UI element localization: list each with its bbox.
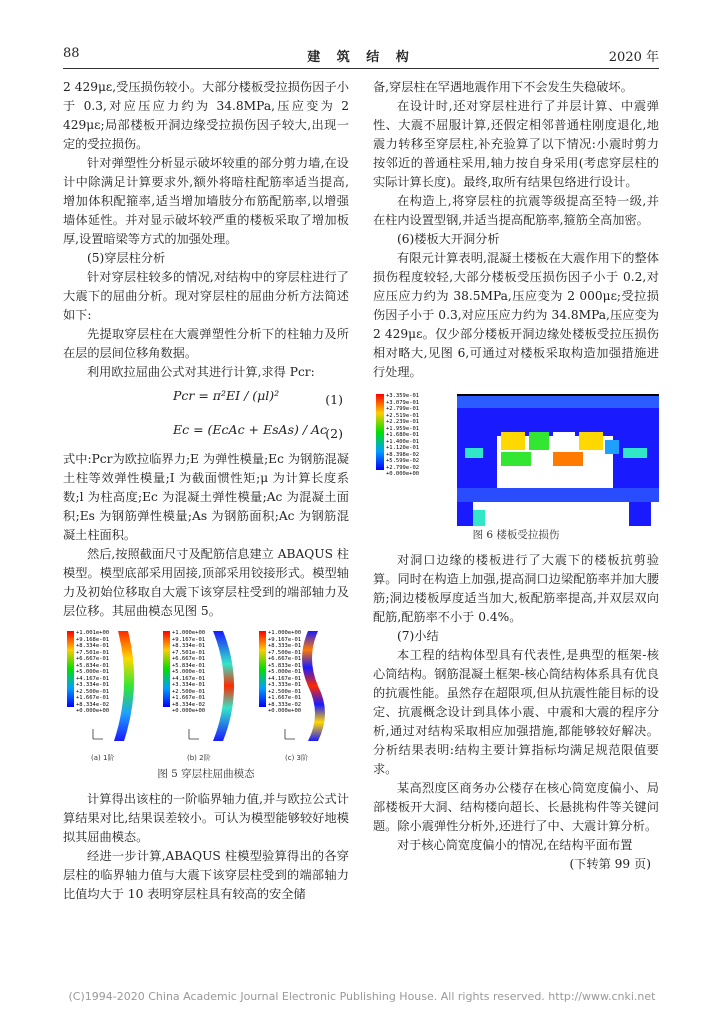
legend-value: +8.334e-02 <box>76 701 110 708</box>
legend-value: +3.334e-01 <box>76 682 110 688</box>
page-header <box>63 46 659 66</box>
legend-value: +1.120e-01 <box>386 445 420 451</box>
legend-value: +8.333e-02 <box>268 701 302 708</box>
right-column <box>373 78 659 874</box>
legend-value: +2.500e-01 <box>76 688 110 695</box>
legend-colorbar <box>259 631 266 707</box>
legend-value: +5.000e-01 <box>172 669 206 675</box>
paragraph: 有限元计算表明,混凝土楼板在大震作用下的整体损伤程度较轻,大部分楼板受压损伤因子小于 0.2,对应压应力约为 38.5MPa,压应变为 2 000με;受拉损伤因子小于 0.3,对应压应力约为 34.8MPa,压应变为 2 429με。仅少部分楼板开洞边缘处楼板受拉压损伤相对略大,见图 6,可通过对楼板采取构造加强措施进行处理。 <box>373 251 659 379</box>
copyright-footer: (C)1994-2020 China Academic Journal Electronic Publishing House. All rights reserved. http://www.cnki.net <box>68 990 656 1003</box>
legend-value: +1.000e+00 <box>172 630 206 636</box>
left-column <box>63 78 349 904</box>
continued-note: (下转第 99 页) <box>569 857 651 871</box>
paragraph: 在设计时,还对穿层柱进行了并层计算、中震弹性、大震不屈服计算,还假定相邻普通柱刚度退化,地震力转移至穿层柱,补充验算了以下情况:小震时剪力按邻近的普通柱采用,轴力按自身采用(考虑穿层柱的实际计算长度)。最终,取所有结果包络进行设计。 <box>373 99 659 189</box>
legend-value: +5.000e-01 <box>76 669 110 675</box>
paragraph: 然后,按照截面尺寸及配筋信息建立 ABAQUS 柱模型。模型底部采用固接,顶部采用铰接形式。模型轴力及初始位移取自大震下该穿层柱受到的端部轴力及层位移。其屈曲模态见图 5。 <box>63 547 349 618</box>
section-heading: (7)小结 <box>397 629 439 643</box>
paragraph: 某高烈度区商务办公楼存在核心筒宽度偏小、局部楼板开大洞、结构楼向超长、长悬挑构件等关键问题。除小震弹性分析外,还进行了中、大震计算分析。 <box>373 781 659 833</box>
paragraph: 对于核心筒宽度偏小的情况,在结构平面布置 <box>397 838 633 852</box>
column-mode-3 <box>302 631 325 741</box>
legend-colorbar <box>376 394 384 470</box>
legend-value: +1.959e-01 <box>386 425 420 432</box>
legend-value: +0.000e+00 <box>76 708 110 714</box>
legend-value: +6.667e-01 <box>268 656 302 662</box>
legend-value: +7.500e-01 <box>268 649 302 656</box>
legend-values-a <box>76 630 109 715</box>
legend-values-fig6 <box>386 393 419 478</box>
legend-value: +0.000e+00 <box>386 471 420 477</box>
legend-value: +1.667e-01 <box>268 695 302 701</box>
paragraph: 本工程的结构体型具有代表性,是典型的框架-核心筒结构。钢筋混凝土框架-核心筒结构体系具有优良的抗震性能。虽然存在超限项,但从抗震性能目标的设定、抗震概念设计到具体小震、中震和大震的程序分析,通过对结构采取相应加强措施,都能够较好解决。分析结果表明:结构主要计算指标均满足规范限值要求。 <box>373 648 659 776</box>
legend-values-b <box>172 630 205 715</box>
figure-5-caption: 图 5 穿层柱屈曲模态 <box>157 768 255 780</box>
legend-value: +6.667e-01 <box>172 656 206 662</box>
paragraph: 备,穿层柱在罕遇地震作用下不会发生失稳破坏。 <box>373 80 633 94</box>
paragraph: 利用欧拉屈曲公式对其进行计算,求得 Pcr: <box>87 365 315 379</box>
figure-6 <box>373 390 659 526</box>
equation-2 <box>63 416 349 450</box>
column-mode-1 <box>114 631 134 741</box>
column-mode-2 <box>213 631 234 741</box>
legend-value: +5.000e-01 <box>268 669 302 675</box>
paragraph: 计算得出该柱的一阶临界轴力值,并与欧拉公式计算结果对比,结果误差较小。可认为模型能够较好地模拟其屈曲模态。 <box>63 792 349 844</box>
legend-value: +3.079e-01 <box>386 399 420 406</box>
equation-2-number: (2) <box>325 426 343 441</box>
journal-title: 建 筑 结 构 <box>307 50 415 65</box>
legend-value: +4.167e-01 <box>268 675 302 682</box>
legend-value: +7.501e-01 <box>76 649 110 656</box>
legend-value: +2.799e-02 <box>386 464 420 471</box>
equation-1 <box>63 382 349 416</box>
legend-value: +5.834e-01 <box>76 662 110 669</box>
paragraph: 式中:Pcr为欧拉临界力;E 为弹性模量;Ec 为钢筋混凝土柱等效弹性模量;I 为截面惯性矩;μ 为计算长度系数;l 为柱高度;Ec 为混凝土弹性模量;Ac 为混凝土面积;Es 为钢筋弹性模量;As 为钢筋面积;Ac 为钢筋混凝土柱面积。 <box>63 452 349 542</box>
legend-value: +3.334e-01 <box>172 682 206 688</box>
paragraph: 针对弹塑性分析显示破坏较重的部分剪力墙,在设计中除满足计算要求外,额外将暗柱配筋率适当提高,增加体积配箍率,适当增加墙肢分布筋配筋率,以增强墙体延性。并对显示破坏较严重的楼板采取了增加板厚,设置暗梁等方式的加强处理。 <box>63 156 349 246</box>
legend-value: +4.167e-01 <box>76 675 110 682</box>
page-number: 88 <box>63 46 80 61</box>
legend-value: +9.168e-01 <box>76 636 110 643</box>
legend-value: +7.501e-01 <box>172 649 206 656</box>
legend-value: +5.599e-02 <box>386 458 420 464</box>
figure-5 <box>63 627 349 765</box>
equation-1-formula: Pcr = π²EI / (μl)² <box>173 388 280 403</box>
legend-value: +4.167e-01 <box>172 675 206 682</box>
legend-value: +5.833e-01 <box>268 662 302 669</box>
legend-value: +6.667e-01 <box>76 656 110 662</box>
legend-value: +8.334e-02 <box>172 701 206 708</box>
legend-value: +3.333e-01 <box>268 682 302 688</box>
legend-value: +5.834e-01 <box>172 662 206 669</box>
legend-value: +2.500e-01 <box>268 688 302 695</box>
legend-value: +8.333e-01 <box>268 643 302 649</box>
paragraph: 对洞口边缘的楼板进行了大震下的楼板抗剪验算。同时在构造上加强,提高洞口边梁配筋率并加大腰筋;洞边楼板厚度适当加大,板配筋率提高,并双层双向配筋,配筋率不小于 0.4%。 <box>373 553 659 624</box>
legend-value: +0.000e+00 <box>172 708 206 714</box>
legend-colorbar <box>67 631 74 707</box>
header-rule <box>63 68 659 69</box>
paragraph: 在构造上,将穿层柱的抗震等级提高至特一级,并在柱内设置型钢,并适当提高配筋率,箍筋全高加密。 <box>373 194 659 227</box>
legend-value: +1.400e-01 <box>386 438 420 445</box>
legend-value: +2.799e-01 <box>386 406 420 412</box>
legend-value: +9.167e-01 <box>172 636 206 643</box>
legend-value: +1.667e-01 <box>76 695 110 701</box>
paragraph: 经进一步计算,ABAQUS 柱模型验算得出的各穿层柱的临界轴力值与大震下该穿层柱受到的端部轴力比值均大于 10 表明穿层柱具有较高的安全储 <box>63 849 349 901</box>
legend-value: +8.334e-01 <box>76 643 110 649</box>
section-heading: (5)穿层柱分析 <box>87 251 166 265</box>
legend-value: +1.680e-01 <box>386 432 420 438</box>
legend-value: +8.398e-02 <box>386 451 420 458</box>
subcaption-a: (a) 1阶 <box>91 754 115 762</box>
legend-value: +1.001e+00 <box>76 630 110 636</box>
legend-value: +2.500e-01 <box>172 688 206 695</box>
legend-value: +0.000e+00 <box>268 708 302 714</box>
legend-value: +2.239e-01 <box>386 419 420 425</box>
equation-1-number: (1) <box>325 392 343 407</box>
legend-value: +8.334e-01 <box>172 643 206 649</box>
legend-value: +3.359e-01 <box>386 393 420 399</box>
paragraph: 先提取穿层柱在大震弹塑性分析下的柱轴力及所在层的层间位移角数据。 <box>63 327 349 360</box>
legend-value: +9.167e-01 <box>268 636 302 643</box>
legend-value: +1.000e+00 <box>268 630 302 636</box>
legend-values-c <box>268 630 301 715</box>
subcaption-c: (c) 3阶 <box>285 754 308 762</box>
equation-2-formula: Ec = (EcAc + EsAs) / Ac <box>173 422 328 437</box>
legend-colorbar <box>163 631 170 707</box>
issue-year: 2020 年 <box>608 50 659 65</box>
slab-damage-contour <box>457 394 659 526</box>
subcaption-b: (b) 2阶 <box>187 754 211 762</box>
legend-value: +2.519e-01 <box>386 412 420 419</box>
legend-value: +1.667e-01 <box>172 695 206 701</box>
figure-6-caption: 图 6 楼板受拉损伤 <box>472 529 560 541</box>
section-heading: (6)楼板大开洞分析 <box>397 232 500 246</box>
paragraph: 针对穿层柱较多的情况,对结构中的穿层柱进行了大震下的屈曲分析。现对穿层柱的屈曲分析方法简述如下: <box>63 270 349 322</box>
paragraph: 2 429με,受压损伤较小。大部分楼板受拉损伤因子小于 0.3,对应压应力约为 34.8MPa,压应变为 2 429με;局部楼板开洞边缘受拉损伤因子较大,出现一定的受拉损伤。 <box>63 80 349 151</box>
